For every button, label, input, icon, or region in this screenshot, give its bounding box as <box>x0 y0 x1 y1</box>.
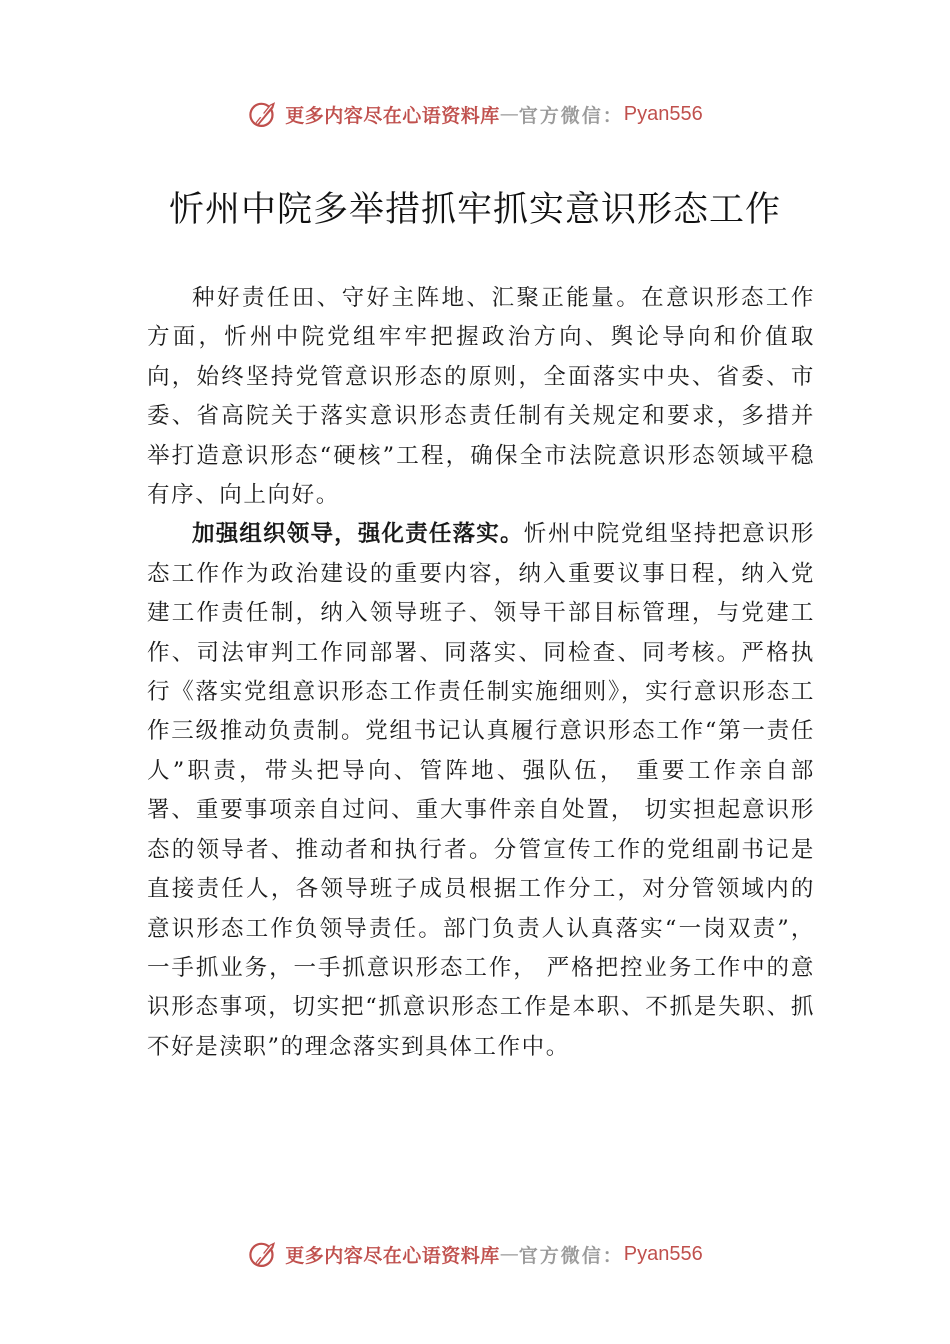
paragraph-intro: 种好责任田、守好主阵地、汇聚正能量。在意识形态工作方面，忻州中院党组牢牢把握政治方向、舆论导向和价值取向，始终坚持党管意识形态的原则，全面落实中央、省委、市委、省高院关于落实意识形态责任制有关规定和要求，多措并举打造意识形态“硬核”工程，确保全市法院意识形态领域平稳有序、向上向好。 <box>147 285 815 509</box>
banner-wechat-label: 官方微信： <box>518 104 624 127</box>
banner-text: 更多内容尽在心语资料库 <box>285 1244 500 1267</box>
pen-nib-logo-icon <box>247 1237 281 1271</box>
banner-dash: — <box>499 103 519 125</box>
document-body <box>147 279 815 1067</box>
paragraph-body: 忻州中院党组坚持把意识形态工作作为政治建设的重要内容，纳入重要议事日程，纳入党建工作责任制，纳入领导班子、领导干部目标管理，与党建工作、司法审判工作同部署、同落实、同检查、同考核。严格执行《落实党组意识形态工作责任制实施细则》，实行意识形态工作三级推动负责制。党组书记认真履行意识形态工作“第一责任人”职责，带头把导向、管阵地、强队伍， 重要工作亲自部署、重要事项亲自过问、重大事件亲自处置， 切实担起意识形态的领导者、推动者和执行者。分管宣传工作的党组副书记是直接责任人，各领导班子成员根据工作分工，对分管领域内的意识形态工作负领导责任。部门负责人认真落实“一岗双责”，一手抓业务，一手抓意识形态工作， 严格把控业务工作中的意识形态事项，切实把“抓意识形态工作是本职、不抓是失职、抓不好是渎职”的理念落实到具体工作中。 <box>147 521 815 1060</box>
pen-nib-logo-icon <box>247 97 281 131</box>
banner-wechat-label: 官方微信： <box>518 1244 624 1267</box>
banner-wechat-id: Pyan556 <box>623 1242 703 1265</box>
header-banner <box>0 92 950 136</box>
footer-banner <box>0 1232 950 1276</box>
banner-wechat-id: Pyan556 <box>623 102 703 125</box>
document-title: 忻州中院多举措抓牢抓实意识形态工作 <box>168 190 781 230</box>
paragraph-lead: 加强组织领导，强化责任落实。 <box>192 521 524 548</box>
banner-dash: — <box>499 1243 519 1265</box>
paragraph-organization <box>147 515 815 1067</box>
banner-text: 更多内容尽在心语资料库 <box>285 104 500 127</box>
